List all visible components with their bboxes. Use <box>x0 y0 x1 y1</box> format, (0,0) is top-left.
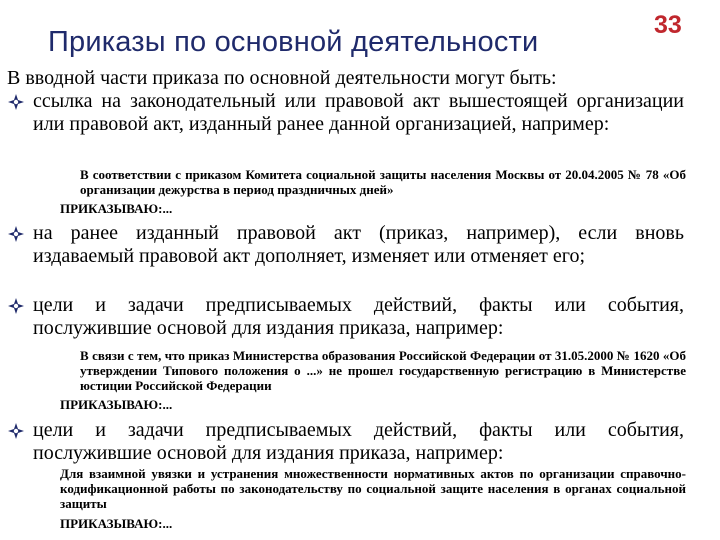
example-2 <box>60 348 686 393</box>
bullet-text-3: цели и задачи предписываемых действий, факты или события, послужившие основой для издания приказа, например: <box>33 294 684 339</box>
example-3 <box>60 466 686 511</box>
intro-text: В вводной части приказа по основной деятельности могут быть: <box>7 67 557 89</box>
bullet-item-2 <box>7 222 684 268</box>
diamond-fleur-bullet-icon <box>7 422 25 440</box>
diamond-fleur-bullet-icon <box>7 225 25 243</box>
order-word-3: ПРИКАЗЫВАЮ:... <box>60 516 173 531</box>
example-text-3: Для взаимной увязки и устранения множественности нормативных актов по организации справочно-кодификационной работы по законодательству по социальной защите населения в органах социальной защиты <box>60 466 686 511</box>
example-1 <box>60 167 686 197</box>
example-text-2: В связи с тем, что приказ Министерства образования Российской Федерации от 31.05.2000 № 1620 «Об утверждении Типового положения о ...» не прошел государственную регистрацию в Министерстве юстиции Российской Федерации <box>80 348 686 393</box>
order-word-2: ПРИКАЗЫВАЮ:... <box>60 397 173 412</box>
bullet-item-1 <box>7 90 684 136</box>
bullet-text-2: на ранее изданный правовой акт (приказ, например), если вновь издаваемый правовой акт дополняет, изменяет или отменяет его; <box>33 222 684 267</box>
example-text-1: В соответствии с приказом Комитета социальной защиты населения Москвы от 20.04.2005 № 78 «Об организации дежурства в период праздничных дней» <box>80 167 686 197</box>
bullet-item-3 <box>7 294 684 340</box>
bullet-item-4 <box>7 419 684 465</box>
diamond-fleur-bullet-icon <box>7 297 25 315</box>
order-word-1: ПРИКАЗЫВАЮ:... <box>60 201 173 216</box>
slide-number: 33 <box>654 11 682 39</box>
slide-title: Приказы по основной деятельности <box>48 26 539 58</box>
bullet-text-4: цели и задачи предписываемых действий, факты или события, послужившие основой для издания приказа, например: <box>33 419 684 464</box>
bullet-text-1: ссылка на законодательный или правовой акт вышестоящей организации или правовой акт, изданный ранее данной организацией, например: <box>33 90 684 135</box>
diamond-fleur-bullet-icon <box>7 93 25 111</box>
